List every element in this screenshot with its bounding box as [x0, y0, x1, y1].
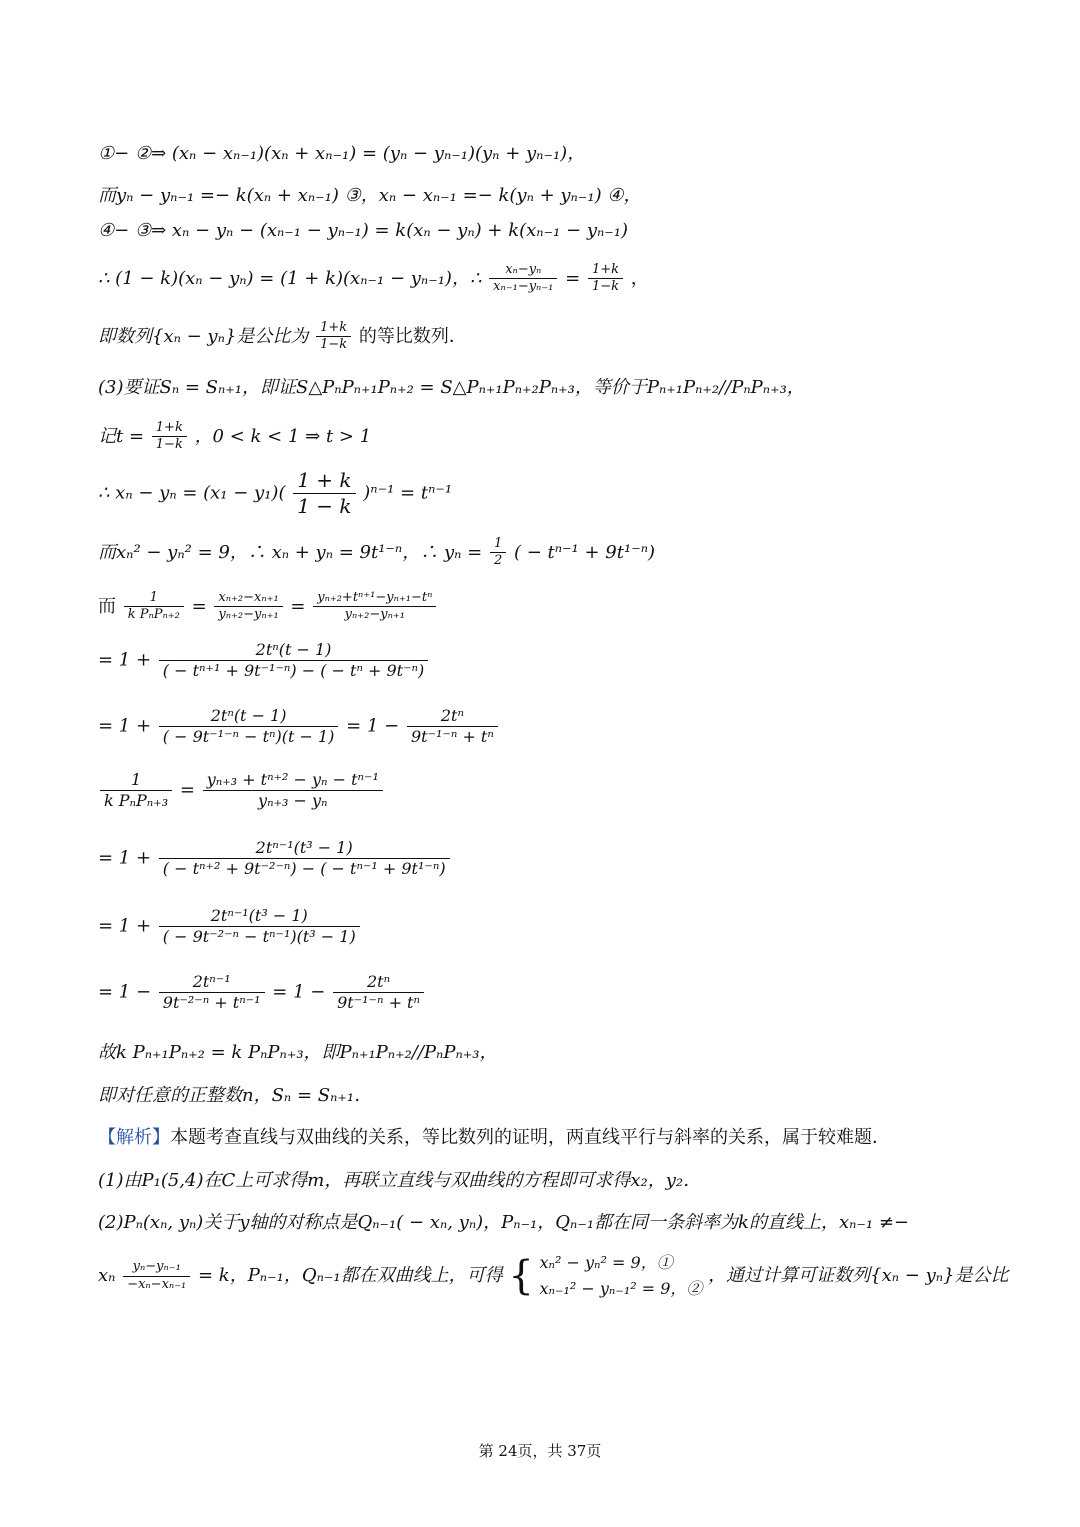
step-slope-relations: 而yₙ − yₙ₋₁ =− k(xₙ + xₙ₋₁) ③，xₙ − xₙ₋₁ =− k(yₙ + yₙ₋₁) ④， [98, 185, 642, 206]
ratio-k-fraction: $\frac{1+k}{1-k}$ [588, 262, 623, 296]
slope-pn-pn3: $\frac{1}{\text{k PₙPₙ₊₃}}$ = $\frac{\text{yₙ₊₃ + tⁿ⁺² − yₙ − tⁿ⁻¹}}{\text{yₙ₊₃ − yₙ}}$ [98, 770, 990, 811]
slope-step-4: = 1 + $\frac{\text{2tⁿ⁻¹(t³ − 1)}}{\text{( − 9t⁻²⁻ⁿ − tⁿ⁻¹)(t³ − 1)}}$ [98, 906, 990, 947]
final-conclusion: 即对任意的正整数n，Sₙ = Sₙ₊₁． [98, 1085, 373, 1106]
geometric-conclusion: 即数列{xₙ − yₙ}是公比为 $\frac{1+k}{1-k}$ 的等比数列． [98, 320, 467, 353]
x-minus-y-formula: ∴ xₙ − yₙ = (x₁ − y₁)( $\frac{1 + k}{1 - k}$ )ⁿ⁻¹ = tⁿ⁻¹ [98, 468, 453, 518]
y-n-formula: 而xₙ² − yₙ² = 9，∴ xₙ + yₙ = 9t¹⁻ⁿ，∴ yₙ = $\frac{1}{2}$ ( − tⁿ⁻¹ + 9t¹⁻ⁿ) [98, 536, 656, 569]
slope-step-5: = 1 − $\frac{\text{2tⁿ⁻¹}}{\text{9t⁻²⁻ⁿ + tⁿ⁻¹}}$ = 1 − $\frac{\text{2tⁿ}}{\text{9t⁻¹⁻ⁿ + tⁿ}}$ [98, 972, 990, 1013]
analysis-part-2: (2)Pₙ(xₙ, yₙ)关于y轴的对称点是Qₙ₋₁( − xₙ, yₙ)，Pₙ₋₁，Qₙ₋₁都在同一条斜率为k的直线上，xₙ₋₁ ≠− [98, 1212, 910, 1233]
analysis-part-2-cont: xₙ $\frac{\text{yₙ−yₙ₋₁}}{\text{−xₙ−xₙ₋₁}}$ = k，Pₙ₋₁，Qₙ₋₁都在双曲线上，可得 { xₙ² − yₙ² = 9，① xₙ₋₁² − yₙ₋₁² = 9，② ，通过计算可证数列{xₙ − yₙ}是公比 [98, 1250, 990, 1302]
equation-system: xₙ² − yₙ² = 9，① xₙ₋₁² − yₙ₋₁² = 9，② [539, 1253, 703, 1298]
slope-step-1: = 1 + $\frac{\text{2tⁿ(t − 1)}}{\text{( − tⁿ⁺¹ + 9t⁻¹⁻ⁿ) − ( − tⁿ + 9t⁻ⁿ)}}$ [98, 640, 990, 681]
step-subtract-1-2: ①− ②⇒ (xₙ − xₙ₋₁)(xₙ + xₙ₋₁) = (yₙ − yₙ₋₁)(yₙ + yₙ₋₁)， [98, 143, 586, 164]
analysis-tag: 【解析】 [98, 1127, 170, 1148]
page-footer: 第 24页，共 37页 [478, 1442, 602, 1460]
analysis-intro: 【解析】本题考查直线与双曲线的关系，等比数列的证明，两直线平行与斜率的关系，属于较难题． [98, 1127, 890, 1148]
analysis-part-1: (1)由P₁(5,4)在C上可求得m，再联立直线与双曲线的方程即可求得x₂，y₂． [98, 1170, 702, 1191]
step-subtract-4-3: ④− ③⇒ xₙ − yₙ − (xₙ₋₁ − yₙ₋₁) = k(xₙ − yₙ) + k(xₙ₋₁ − yₙ₋₁) [98, 220, 629, 241]
slope-pn-pn2: 而 $\frac{1}{\text{k PₙPₙ₊₂}}$ = $\frac{\text{xₙ₊₂−xₙ₊₁}}{\text{yₙ₊₂−yₙ₊₁}}$ = $\frac{\text{yₙ₊₂+tⁿ⁺¹−yₙ₊₁−tⁿ}}{\text{yₙ₊₂−yₙ₊₁}}$ [98, 590, 990, 624]
define-t: 记t = $\frac{1+k}{1-k}$ ，0 < k < 1 ⇒ t > 1 [98, 420, 372, 453]
slope-step-3: = 1 + $\frac{\text{2tⁿ⁻¹(t³ − 1)}}{\text{( − tⁿ⁺² + 9t⁻²⁻ⁿ) − ( − tⁿ⁻¹ + 9t¹⁻ⁿ)}}$ [98, 838, 990, 879]
slope-step-2: = 1 + $\frac{\text{2tⁿ(t − 1)}}{\text{( − 9t⁻¹⁻ⁿ − tⁿ)(t − 1)}}$ = 1 − $\frac{\text{2tⁿ}}{\text{9t⁻¹⁻ⁿ + tⁿ}}$ [98, 706, 990, 747]
system-brace: { [508, 1253, 534, 1299]
parallel-conclusion: 故k Pₙ₊₁Pₙ₊₂ = k PₙPₙ₊₃，即Pₙ₊₁Pₙ₊₂//PₙPₙ₊₃， [98, 1042, 498, 1063]
ratio-fraction: $\frac{\text{xₙ−yₙ}}{\text{xₙ₋₁−yₙ₋₁}}$ [489, 262, 557, 296]
step-ratio: ∴ (1 − k)(xₙ − yₙ) = (1 + k)(xₙ₋₁ − yₙ₋₁)，∴ $\frac{\text{xₙ−yₙ}}{\text{xₙ₋₁−yₙ₋₁}}$ = $\frac{1+k}{1-k}$ ， [98, 262, 649, 295]
part-3-statement: (3)要证Sₙ = Sₙ₊₁，即证S△PₙPₙ₊₁Pₙ₊₂ = S△Pₙ₊₁Pₙ₊₂Pₙ₊₃，等价于Pₙ₊₁Pₙ₊₂//PₙPₙ₊₃， [98, 377, 805, 398]
